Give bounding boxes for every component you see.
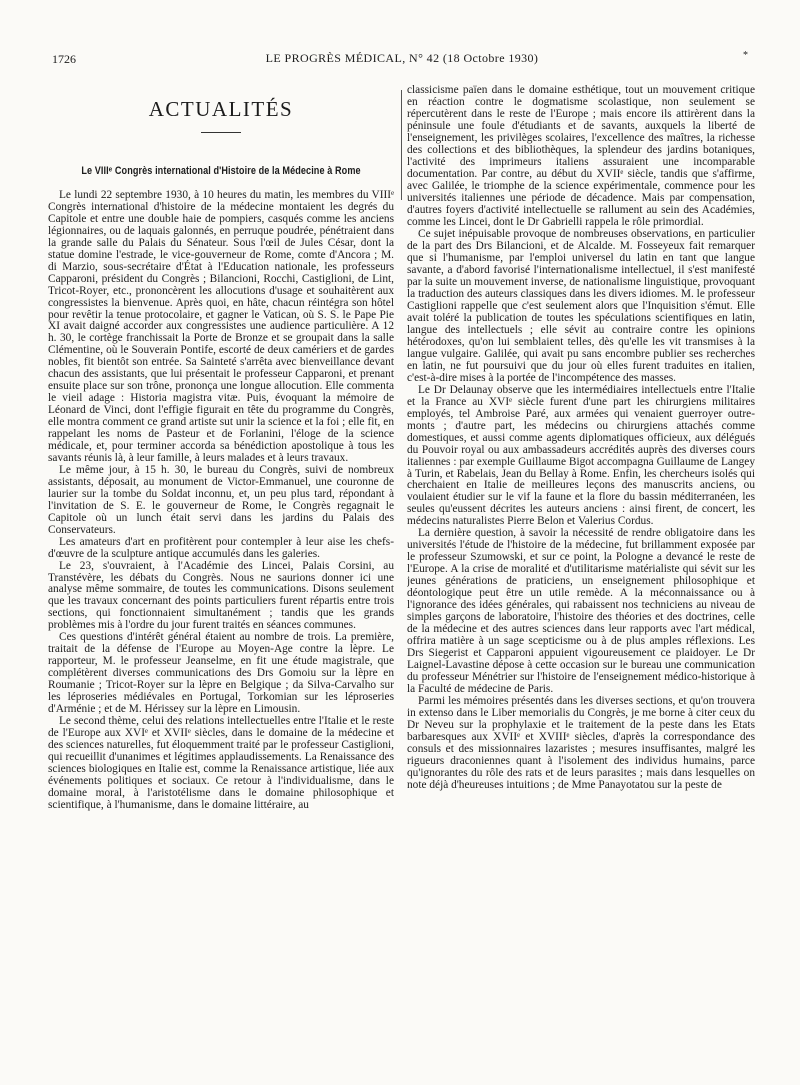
paragraph: Le second thème, celui des relations intellectuelles entre l'Italie et le reste de l'Europe aux XVIᵉ et XVIIᵉ siècles, dans le domaine de la médecine et des sciences naturelles, fut éloquemment traité par le professeur Castiglioni, qui recueillit d'unanimes et légitimes applaudissements. La Renaissance des sciences biologiques en Italie est, comme la Renaissance artistique, liée aux événements politiques et sociaux. Ce retour à l'individualisme, dans le domaine moral, à l'aristotélisme dans le domaine philosophique et scientifique, à l'humanisme, dans le domaine littéraire, au bbox=[48, 714, 394, 811]
title-divider bbox=[201, 132, 241, 133]
paragraph: Le même jour, à 15 h. 30, le bureau du Congrès, suivi de nombreux assistants, déposait, au monument de Victor-Emmanuel, une couronne de laurier sur la tombe du Soldat inconnu, et, un peu plus tard, répondant à l'invitation de S. E. le gouverneur de Rome, le Congrès regagnait le Capitole où un lunch était servi dans les jardins du Palais des Conservateurs. bbox=[48, 463, 394, 536]
column-divider bbox=[401, 90, 402, 200]
left-column bbox=[48, 85, 394, 1065]
paragraph: Les amateurs d'art en profitèrent pour contempler à leur aise les chefs-d'œuvre de la sculpture antique accumulés dans les galeries. bbox=[48, 535, 394, 560]
paragraph: La dernière question, à savoir la nécessité de rendre obligatoire dans les universités l'étude de l'histoire de la médecine, fut brillamment exposée par le professeur Szumowski, et sur ce point, la Pologne a devancé le reste de l'Europe. A la crise de moralité et d'utilitarisme matérialiste qui sévit sur les jeunes générations de praticiens, un enseignement philosophique et déontologique peut être un utile remède. A la méconnaissance ou à l'ignorance des idées générales, qui rabaissent nos techniciens au niveau de simples garçons de laboratoire, l'histoire des théories et des doctrines, celle de la médecine et des autres sciences dans leur rapports avec l'art médical, offrira matière à un sage scepticisme ou à de plus amples réflexions. Les Drs Siegerist et Capparoni appuient vigoureusement ce plaidoyer. Le Dr Laignel-Lavastine dépose à cette occasion sur le bureau une communication du professeur Ménétrier sur l'histoire de l'enseignement médico-historique à la Faculté de médecine de Paris. bbox=[407, 527, 755, 696]
page-mark: * bbox=[743, 50, 748, 61]
article-title: Le VIIIᵉ Congrès international d'Histoire de la Médecine à Rome bbox=[81, 165, 361, 177]
paragraph: Le 23, s'ouvraient, à l'Académie des Lincei, Palais Corsini, au Transtévère, les débats du Congrès. Nous ne saurions donner ici une analyse même sommaire, de toutes les communications. Disons seulement que les travaux concernant des points particuliers furent répartis entre trois sections, qui fonctionnaient simultanément ; tandis que les grands problèmes mis à l'ordre du jour furent traités en séances communes. bbox=[48, 559, 394, 632]
paragraph: Ce sujet inépuisable provoque de nombreuses observations, en particulier de la part des Drs Bilancioni, et de Alcalde. M. Fosseyeux fait remarquer que si l'humanisme, par l'emploi universel du latin en tant que langue savante, a d'abord favorisé l'internationalisme intellectuel, il s'est manifesté par la suite un mouvement inverse, de nationalisme linguistique, provoquant la traduction des auteurs classiques dans les divers idiomes. M. le professeur Castiglioni rappelle que c'est seulement alors que l'Inquisition s'émut. Elle avait toléré la publication de toutes les spéculations scientifiques en latin, langue des intellectuels ; elle sévit au contraire contre les opinions hétérodoxes, qu'on lui semblaient telles, dès qu'elle les vit transmises à la langue vulgaire. Galilée, qui avait pu sans encombre publier ses recherches en latin, ne fut poursuivi que du jour où elles furent traduites en italien, c'est-à-dire mises à la portée de l'incompétence des masses. bbox=[407, 227, 755, 384]
paragraph: Le lundi 22 septembre 1930, à 10 heures du matin, les membres du VIIIᵉ Congrès international d'histoire de la médecine montaient les degrés du Capitole et entre une double haie de pompiers, casqués comme les anciens légionnaires, ou de laquais galonnés, en perruque poudrée, pénétraient dans la grande salle du Palais du Sénateur. Sous l'œil de Jules César, dont la statue domine l'estrade, le vice-gouverneur de Rome, comte d'Ancora ; M. di Marzio, sous-secrétaire d'État à l'Education nationale, les professeurs Capparoni, président du Congrès ; Bilancioni, Rocchi, Castiglioni, de Lint, Tricot-Royer, etc., prononcèrent les allocutions d'usage et souhaitèrent aux congressistes la bienvenue. Après quoi, en hâte, chacun réintégra son hôtel pour revêtir la tenue protocolaire, et gagner le Vatican, où S. S. le Pape Pie XI avait daigné accorder aux congressistes une audience particulière. A 12 h. 30, le cortège franchissait la Porte de Bronze et se groupait dans la salle Clémentine, où le Souverain Pontife, escorté de deux camériers et de gardes nobles, fit bientôt son entrée. Sa Sainteté s'arrêta avec bienveillance devant chacun des assistants, que lui présentait le professeur Capparoni, et prenant ensuite place sur son trône, prononça une longue allocution. Elle commenta le vieil adage : Historia magistra vitæ. Puis, évoquant la mémoire de Léonard de Vinci, dont l'effigie figurait en tête du programme du Congrès, elle montra comment ce grand artiste sut unir la science et la foi ; elle fit, en rappelant les noms de Pasteur et de Forlanini, l'éloge de la science médicale, et, pour terminer accorda sa bénédiction apostolique à tous les savants réunis là, à leur famille, à leurs malades et à leurs travaux. bbox=[48, 189, 394, 464]
right-column bbox=[407, 84, 755, 1059]
paragraph: classicisme païen dans le domaine esthétique, tout un mouvement critique en réaction contre le dogmatisme scolastique, non seulement se répercutèrent dans le reste de l'Europe ; mais encore ils attirèrent dans la péninsule une foule d'étudiants et de savants, auxquels la liberté de l'enseignement, les privilèges scolaires, l'excellence des maîtres, la richesse des collections et des bibliothèques, la splendeur des jardins botaniques, l'activité des imprimeurs italiens assuraient une incomparable documentation. Par contre, au début du XVIIᵉ siècle, tandis que s'affirme, avec Galilée, le triomphe de la science expérimentale, commence pour les universités italiennes une période de décadence. Mais par compensation, d'autres foyers d'activité intellectuelle se rallument au sein des Académies, comme les Lincei, dont le Dr Gabrielli rappela le rôle primordial. bbox=[407, 84, 755, 228]
paragraph: Parmi les mémoires présentés dans les diverses sections, et qu'on trouvera in extenso dans le Liber memorialis du Congrès, je me borne à citer ceux du Dr Neveu sur la prophylaxie et le traitement de la peste dans les Etats barbaresques aux XVIIᵉ et XVIIIᵉ siècles, d'après la correspondance des consuls et des missionnaires lazaristes ; mesures insuffisantes, malgré les rigueurs draconiennes quant à l'isolement des individus humains, parce qu'ignorantes du rôle des rats et de leurs parasites ; mais dans lesquelles on note déjà d'heureuses intuitions ; de Mme Panayotatou sur la peste de bbox=[407, 695, 755, 792]
paragraph: Le Dr Delaunay observe que les intermédiaires intellectuels entre l'Italie et la France au XVIᵉ siècle furent d'une part les chirurgiens militaires employés, tel Ambroise Paré, aux armées qui venaient guerroyer outre-monts ; d'autre part, les médecins ou chirurgiens attachés comme domestiques, et aussi comme agents diplomatiques officieux, aux délégués du Pouvoir royal ou aux ambassadeurs accrédités auprès des diverses cours italiennes : par exemple Guillaume Bigot accompagna Guillaume de Langey à Turin, et Rabelais, Jean du Bellay à Rome. Enfin, les chercheurs isolés qui cherchaient en Italie de meilleures leçons des manuscrits anciens, ou voulaient étudier sur le vif la faune et la flore du bassin méditerranéen, les seules qu'eussent décrites les auteurs anciens : ainsi firent, de concert, les médecins naturalistes Pierre Belon et Valerius Cordus. bbox=[407, 383, 755, 528]
section-title: ACTUALITÉS bbox=[148, 97, 294, 121]
page-number: 1726 bbox=[52, 52, 76, 66]
paragraph: Ces questions d'intérêt général étaient au nombre de trois. La première, traitait de la défense de l'Europe au Moyen-Age contre la lèpre. Le rapporteur, M. le professeur Jeanselme, en fit une étude magistrale, que complétèrent diverses communications des Drs Gomoiu sur la lèpre en Roumanie ; Tricot-Royer sur la lèpre en Belgique ; da Silva-Carvalho sur les léproseries médiévales en Portugal, Torkomian sur les léproseries d'Arménie ; et de M. Hérissey sur la lèpre en Limousin. bbox=[48, 631, 394, 715]
running-title: LE PROGRÈS MÉDICAL, N° 42 (18 Octobre 1930) bbox=[265, 51, 539, 65]
page-header bbox=[52, 50, 752, 68]
